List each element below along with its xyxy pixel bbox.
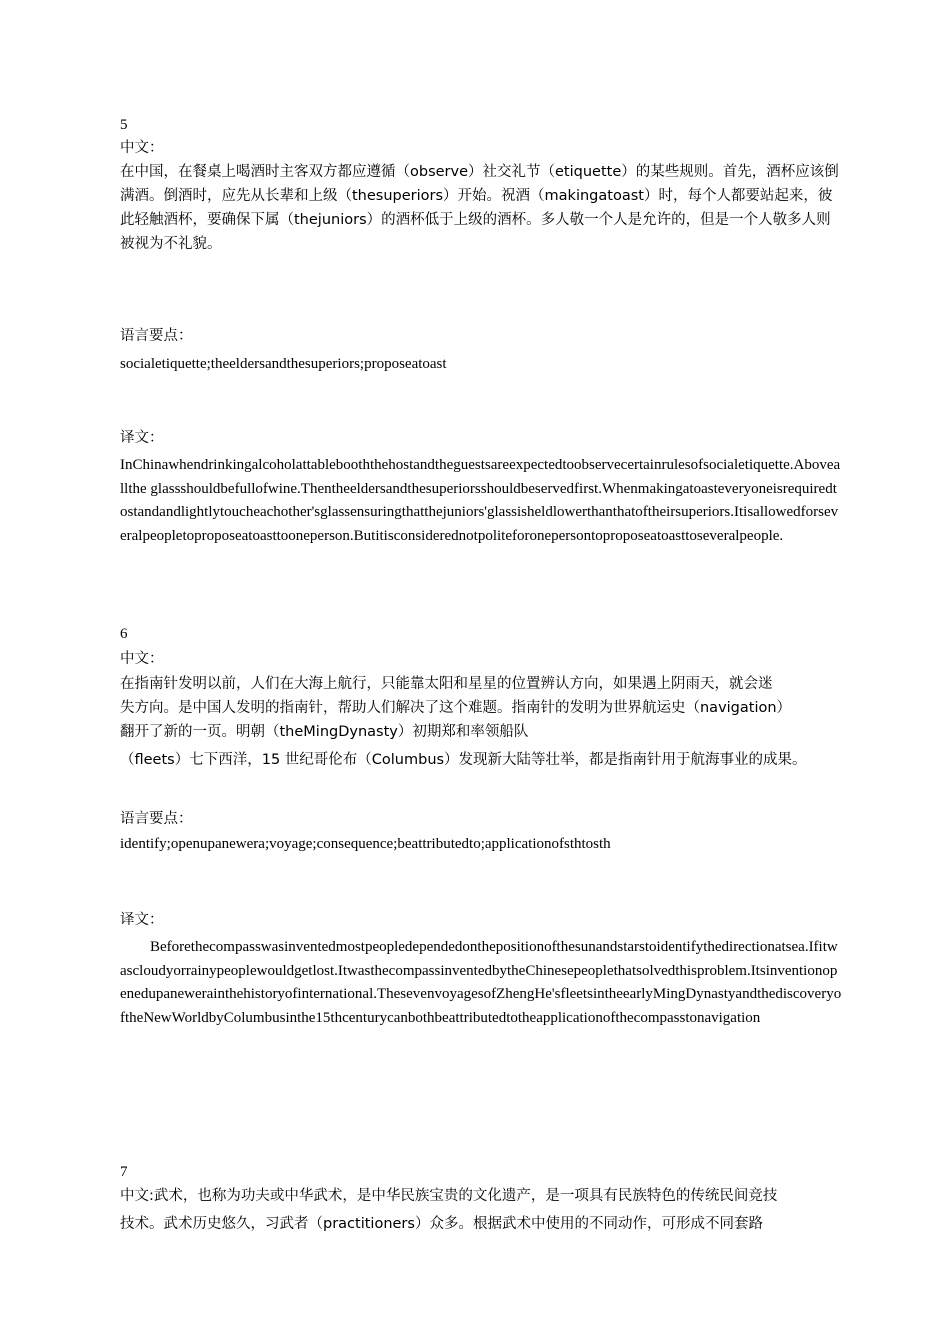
section-5-points [120, 326, 842, 374]
section-7 [120, 1162, 842, 1236]
section-number: 5 [120, 117, 128, 133]
chinese-line: 失方向。是中国人发明的指南针，帮助人们解决了这个难题。指南针的发明为世界航运史（navigation） [120, 700, 792, 716]
section-number: 7 [120, 1164, 128, 1180]
chinese-label: 中文： [120, 651, 164, 667]
translation-text: Beforethecompasswasinventedmostpeopledependedonthepositionofthesunandstarstoidentifythedirectionatsea.Ifitwascloudyorrainypeoplewouldgetlost.ItwasthecompassinventedbytheChinesepeoplethatsolvedthisproblem.Itsinventionopenedupanewerainthehistoryofinternational.ThesevenvoyagesofZhengHe'sfleetsintheearlyMingDynastyandthediscoveryoftheNewWorldbyColumbusinthe15thcenturycanbothbeattributedtotheapplicationofthecompasstonavigation [120, 939, 842, 1026]
chinese-text [120, 1184, 842, 1236]
points-text: socialetiquette;theeldersandthesuperiors;proposeatoast [120, 356, 447, 372]
chinese-label: 中文： [120, 140, 164, 156]
translation-label: 译文： [120, 912, 164, 928]
chinese-line: 中文:武术，也称为功夫或中华武术，是中华民族宝贵的文化遗产，是一项具有民族特色的传统民间竞技 [120, 1188, 778, 1204]
chinese-line: 技术。武术历史悠久，习武者（practitioners）众多。根据武术中使用的不同动作，可形成不同套路 [120, 1216, 763, 1232]
translation-label: 译文： [120, 430, 164, 446]
chinese-text: 在中国，在餐桌上喝酒时主客双方都应遵循（observe）社交礼节（etiquette）的某些规则。首先，酒杯应该倒满酒。倒酒时，应先从长辈和上级（thesuperiors）开始。祝酒（makingatoast）时，每个人都要站起来，彼此轻触酒杯，要确保下属（thejuniors）的酒杯低于上级的酒杯。多人敬一个人是允许的，但是一个人敬多人则被视为不礼貌。 [120, 164, 839, 252]
points-text: identify;openupanewera;voyage;consequence;beattributedto;applicationofsthtosth [120, 836, 611, 852]
translation-text: InChinawhendrinkingalcoholattablebooththehostandtheguestsareexpectedtoobservecertainrulesofsocialetiquette.Aboveallthe glassshouldbefullofwine.Thentheeldersandthesuperiorsshouldbeservedfirst.Whenmakingatoasteveryoneisrequiredtostandandlightlytoucheachother'sglassensuringthatthejuniors'glassisheldlowerthanthatoftheirsuperiors.Itisallowedforseveralpeopletoproposeatoasttooneperson.Butitisconsiderednotpoliteforonepersontoproposeatoasttoseveralpeople. [120, 457, 841, 544]
chinese-line: 在指南针发明以前，人们在大海上航行，只能靠太阳和星星的位置辨认方向，如果遇上阴雨天，就会迷 [120, 676, 773, 692]
section-number: 6 [120, 626, 128, 642]
points-label: 语言要点： [120, 811, 193, 827]
chinese-text [120, 672, 842, 772]
section-6-points [120, 809, 842, 854]
points-label: 语言要点： [120, 328, 193, 344]
section-6 [120, 624, 842, 772]
chinese-line: （fleets）七下西洋，15 世纪哥伦布（Columbus）发现新大陆等壮举，都是指南针用于航海事业的成果。 [120, 752, 807, 768]
section-5 [120, 115, 842, 256]
section-5-translation [120, 428, 842, 548]
section-6-translation [120, 910, 842, 1030]
chinese-line: 翻开了新的一页。明朝（theMingDynasty）初期郑和率领船队 [120, 724, 529, 740]
